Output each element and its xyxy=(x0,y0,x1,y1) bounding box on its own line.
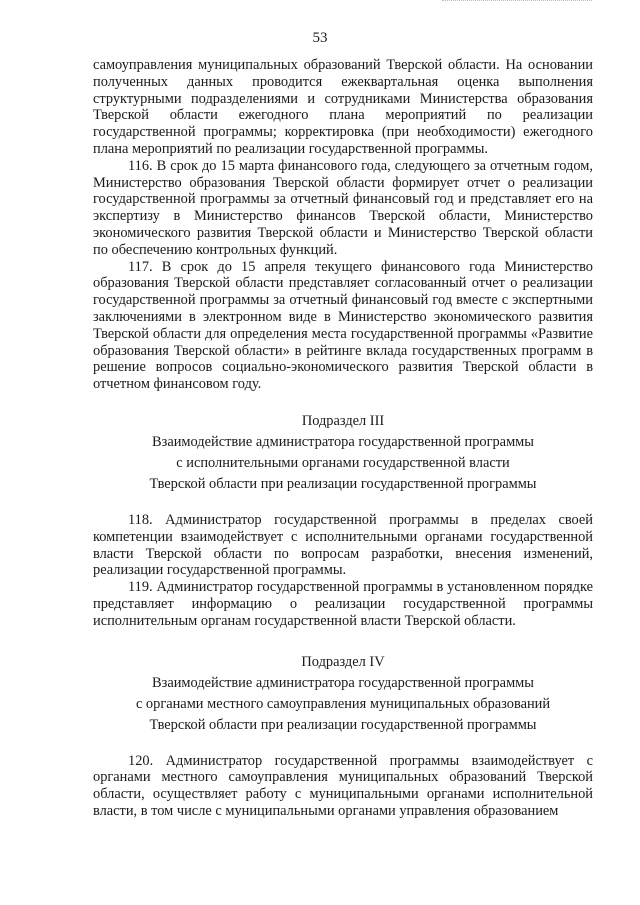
section-subtitle-line: Тверской области при реализации государственной программы xyxy=(149,475,537,492)
paragraph-117: 117. В срок до 15 апреля текущего финансового года Министерство образования Тверской области представляет согласованный отчет о реализации государственной программы за отчетный финансовый год вместе с экспертными заключениями в электронном виде в Министерство экономического развития Тверской области для определения места государственной программы «Развитие образования Тверской области» в рейтинге вклада государственных программ в решение вопросов социально-экономического развития Тверской области в отчетном финансовом году. xyxy=(93,258,593,393)
paragraph-continued: самоуправления муниципальных образований Тверской области. На основании полученных данных проводится ежеквартальная оценка выполнения структурными подразделениями и сотрудниками Министерства образования Тверской области ежегодного плана мероприятий по реализации государственной программы; корректировка (при необходимости) ежегодного плана мероприятий по реализации государственной программы. xyxy=(93,57,593,157)
section-subtitle-line: Взаимодействие администратора государственной программы xyxy=(152,433,534,450)
section-subtitle-line: Взаимодействие администратора государственной программы xyxy=(152,674,534,691)
section-subtitle-line: с органами местного самоуправления муниципальных образований xyxy=(135,695,551,712)
section-subtitle-line: с исполнительными органами государственной власти xyxy=(176,454,510,471)
paragraph-119: 119. Администратор государственной программы в установленном порядке представляет информацию о реализации государственной программы исполнительным органам государственной власти Тверской области. xyxy=(93,579,593,629)
section-heading-iv xyxy=(93,652,593,736)
paragraph-120: 120. Администратор государственной программы взаимодействует с органами местного самоуправления муниципальных образований Тверской области, осуществляет работу с муниципальными органами исполнительной власти, в том числе с муниципальными органами управления образованием xyxy=(93,752,593,819)
paragraph-116: 116. В срок до 15 марта финансового года, следующего за отчетным годом, Министерство образования Тверской области формирует отчет о реализации государственной программы за отчетный финансовый год и представляет его на экспертизу в Министерство финансов Тверской области, Министерство экономического развития Тверской области и Министерство Тверской области по обеспечению контрольных функций. xyxy=(93,157,593,258)
section-subtitle-line: Тверской области при реализации государственной программы xyxy=(149,716,537,733)
page-number: 53 xyxy=(312,30,328,46)
scan-edge-line xyxy=(442,0,592,4)
document-body xyxy=(93,57,593,820)
section-heading-iii xyxy=(93,411,593,495)
paragraph-118: 118. Администратор государственной программы в пределах своей компетенции взаимодействует с исполнительными органами государственной власти Тверской области по вопросам разработки, внесения изменений, реализации государственной программы. xyxy=(93,511,593,579)
section-title: Подраздел III xyxy=(301,412,385,429)
section-title: Подраздел IV xyxy=(301,653,385,670)
